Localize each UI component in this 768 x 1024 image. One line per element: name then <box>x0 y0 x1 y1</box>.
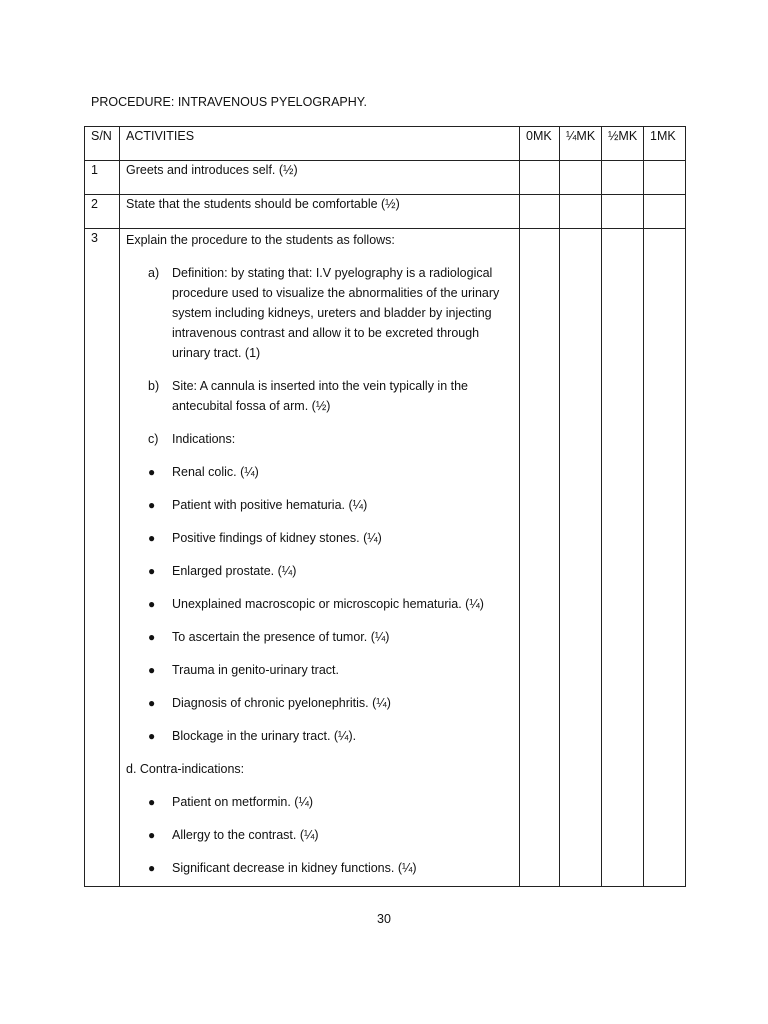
mark-cell-quarter[interactable] <box>560 161 602 195</box>
list-item: ● Enlarged prostate. (¼) <box>126 561 513 581</box>
section-site <box>126 376 513 416</box>
header-0mk: 0MK <box>520 127 560 161</box>
list-item: ● Patient on metformin. (¼) <box>126 792 513 812</box>
mark-cell-quarter[interactable] <box>560 229 602 887</box>
list-item: ● Blockage in the urinary tract. (¼). <box>126 726 513 746</box>
section-marker: a) <box>148 266 160 280</box>
row-activity: Greets and introduces self. (½) <box>120 161 520 195</box>
list-item: ● To ascertain the presence of tumor. (¼) <box>126 627 513 647</box>
page-number: 30 <box>377 912 391 926</box>
mark-cell-0mk[interactable] <box>520 229 560 887</box>
table-row <box>85 161 686 195</box>
section-indications <box>126 429 513 449</box>
header-activities: ACTIVITIES <box>120 127 520 161</box>
mark-cell-0mk[interactable] <box>520 195 560 229</box>
row-activity: State that the students should be comfortable (½) <box>120 195 520 229</box>
assessment-table <box>84 126 686 887</box>
header-1mk: 1MK <box>644 127 686 161</box>
mark-cell-half[interactable] <box>602 195 644 229</box>
section-text: Indications: <box>172 432 236 446</box>
procedure-intro: Explain the procedure to the students as follows: <box>126 233 395 247</box>
table-row <box>85 229 686 887</box>
list-item: ● Unexplained macroscopic or microscopic hematuria. (¼) <box>126 594 513 614</box>
bullet-icon: ● <box>148 663 156 677</box>
row-sn: 1 <box>85 161 120 195</box>
header-quarter-mk: ¼MK <box>560 127 602 161</box>
bullet-icon: ● <box>148 465 156 479</box>
bullet-icon: ● <box>148 597 156 611</box>
bullet-icon: ● <box>148 531 156 545</box>
section-text: Site: A cannula is inserted into the vein typically in the antecubital fossa of arm. (½) <box>172 379 469 413</box>
list-item: ● Renal colic. (¼) <box>126 462 513 482</box>
section-text: Definition: by stating that: I.V pyelography is a radiological procedure used to visualize the abnormalities of the urinary system including kidneys, ureters and bladder by injecting intravenous contrast and allow it to be excreted through urinary tract. (1) <box>172 266 500 360</box>
table-header-row <box>85 127 686 161</box>
page-title: PROCEDURE: INTRAVENOUS PYELOGRAPHY. <box>91 95 367 109</box>
table-row <box>85 195 686 229</box>
mark-cell-0mk[interactable] <box>520 161 560 195</box>
header-sn: S/N <box>85 127 120 161</box>
section-definition <box>126 263 513 363</box>
mark-cell-1mk[interactable] <box>644 229 686 887</box>
list-item: ● Significant decrease in kidney functions. (¼) <box>126 858 513 878</box>
mark-cell-quarter[interactable] <box>560 195 602 229</box>
bullet-icon: ● <box>148 564 156 578</box>
row-sn: 2 <box>85 195 120 229</box>
mark-cell-half[interactable] <box>602 161 644 195</box>
bullet-icon: ● <box>148 828 156 842</box>
list-item: ● Trauma in genito-urinary tract. <box>126 660 513 680</box>
bullet-icon: ● <box>148 630 156 644</box>
list-item: ● Allergy to the contrast. (¼) <box>126 825 513 845</box>
row-activity <box>120 229 520 887</box>
bullet-icon: ● <box>148 861 156 875</box>
bullet-icon: ● <box>148 729 156 743</box>
bullet-icon: ● <box>148 696 156 710</box>
list-item: ● Diagnosis of chronic pyelonephritis. (¼) <box>126 693 513 713</box>
bullet-icon: ● <box>148 498 156 512</box>
bullet-icon: ● <box>148 795 156 809</box>
mark-cell-1mk[interactable] <box>644 195 686 229</box>
list-item: ● Patient with positive hematuria. (¼) <box>126 495 513 515</box>
list-item: ● Positive findings of kidney stones. (¼) <box>126 528 513 548</box>
section-marker: c) <box>148 432 159 446</box>
header-half-mk: ½MK <box>602 127 644 161</box>
row-sn: 3 <box>85 229 120 887</box>
mark-cell-half[interactable] <box>602 229 644 887</box>
mark-cell-1mk[interactable] <box>644 161 686 195</box>
section-marker: b) <box>148 379 160 393</box>
contraindications-heading: d. Contra-indications: <box>126 762 245 776</box>
